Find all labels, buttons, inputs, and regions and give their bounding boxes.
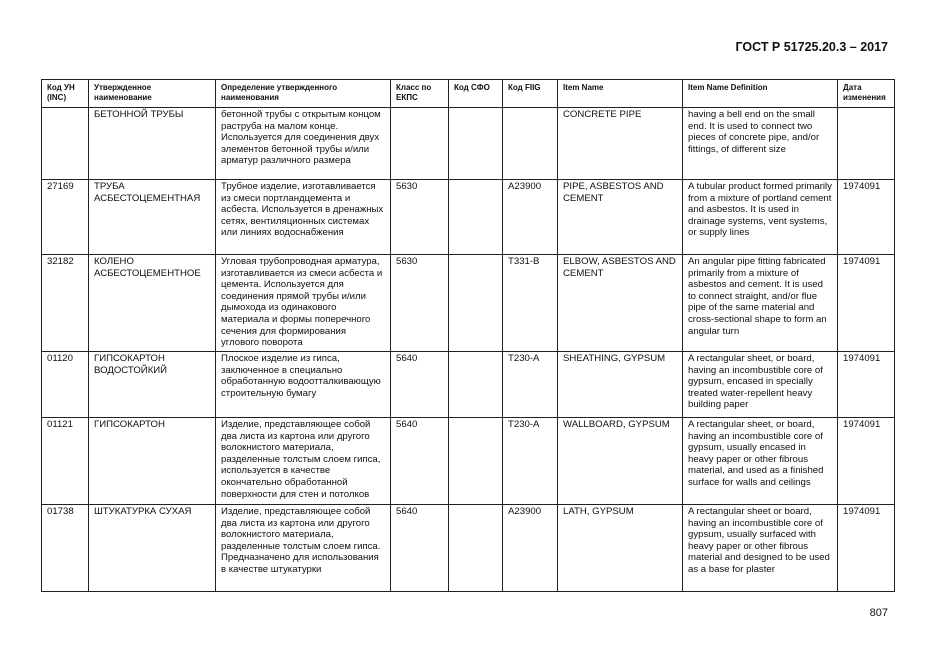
col-header-approved-name: Утвержденное наименование: [89, 80, 216, 108]
cell-approved-name: БЕТОННОЙ ТРУБЫ: [89, 108, 216, 180]
cell-change-date: 1974091: [838, 352, 895, 418]
col-header-ekps-class: Класс по ЕКПС: [391, 80, 449, 108]
cell-definition: Изделие, представляющее собой два листа из картона или другого волокнистого материала, разделенные толстым слоем гипса, используется в качестве окончательно обработанной поверхности для стен и потолков: [216, 418, 391, 505]
nomenclature-table: [41, 79, 895, 592]
cell-definition: бетонной трубы с открытым концом раструба на малом конце. Используется для соединения двух элементов бетонной трубы и/или арматур различного размера: [216, 108, 391, 180]
cell-approved-name: ШТУКАТУРКА СУХАЯ: [89, 505, 216, 592]
cell-item-name: WALLBOARD, GYPSUM: [558, 418, 683, 505]
cell-change-date: 1974091: [838, 255, 895, 352]
col-header-sfo-code: Код СФО: [449, 80, 503, 108]
cell-item-name: PIPE, ASBESTOS AND CEMENT: [558, 180, 683, 255]
cell-item-definition: An angular pipe fitting fabricated primarily from a mixture of asbestos and cement. It is used to connect straight, and/or flue pipe of the same material and cross-sectional shape to form an angular turn: [683, 255, 838, 352]
cell-sfo-code: [449, 255, 503, 352]
cell-item-definition: A rectangular sheet or board, having an incombustible core of gypsum, usually surfaced with heavy paper or other fibrous material and designed to be used as a base for plaster: [683, 505, 838, 592]
cell-item-definition: A rectangular sheet, or board, having an incombustible core of gypsum, usually encased in heavy paper or other fibrous material, and used as a finished surface for walls and ceilings: [683, 418, 838, 505]
cell-ekps-class: 5640: [391, 352, 449, 418]
cell-definition: Трубное изделие, изготавливается из смеси портландцемента и асбеста. Используется в дренажных сетях, вентиляционных системах или линиях водоснабжения: [216, 180, 391, 255]
cell-inc-code: 01738: [42, 505, 89, 592]
cell-ekps-class: [391, 108, 449, 180]
cell-item-name: SHEATHING, GYPSUM: [558, 352, 683, 418]
col-header-fiig-code: Код FIIG: [503, 80, 558, 108]
cell-approved-name: ТРУБА АСБЕСТОЦЕМЕНТНАЯ: [89, 180, 216, 255]
cell-definition: Изделие, представляющее собой два листа из картона или другого волокнистого материала, разделенные толстым слоем гипса. Предназначено для использования в качестве штукатурки: [216, 505, 391, 592]
cell-sfo-code: [449, 505, 503, 592]
table-row: [42, 108, 895, 180]
col-header-inc-code: Код УН (INC): [42, 80, 89, 108]
cell-item-name: LATH, GYPSUM: [558, 505, 683, 592]
cell-fiig-code: T230-A: [503, 418, 558, 505]
cell-item-name: CONCRETE PIPE: [558, 108, 683, 180]
cell-fiig-code: A23900: [503, 180, 558, 255]
col-header-item-name: Item Name: [558, 80, 683, 108]
cell-item-definition: A tubular product formed primarily from a mixture of portland cement and asbestos. It is used in drainage systems, vent systems, or supply lines: [683, 180, 838, 255]
cell-change-date: 1974091: [838, 505, 895, 592]
cell-inc-code: 01120: [42, 352, 89, 418]
cell-change-date: 1974091: [838, 180, 895, 255]
cell-fiig-code: T230-A: [503, 352, 558, 418]
cell-ekps-class: 5640: [391, 418, 449, 505]
cell-inc-code: 01121: [42, 418, 89, 505]
cell-sfo-code: [449, 108, 503, 180]
col-header-item-definition: Item Name Definition: [683, 80, 838, 108]
cell-fiig-code: [503, 108, 558, 180]
cell-inc-code: 32182: [42, 255, 89, 352]
cell-approved-name: ГИПСОКАРТОН: [89, 418, 216, 505]
document-code: ГОСТ Р 51725.20.3 – 2017: [735, 40, 888, 54]
cell-ekps-class: 5630: [391, 255, 449, 352]
table-row: [42, 505, 895, 592]
cell-item-name: ELBOW, ASBESTOS AND CEMENT: [558, 255, 683, 352]
table-row: [42, 352, 895, 418]
cell-ekps-class: 5640: [391, 505, 449, 592]
cell-item-definition: having a bell end on the small end. It is used to connect two pieces of concrete pipe, and/or fittings, of different size: [683, 108, 838, 180]
cell-change-date: [838, 108, 895, 180]
cell-inc-code: [42, 108, 89, 180]
page-number: 807: [869, 607, 888, 619]
cell-ekps-class: 5630: [391, 180, 449, 255]
cell-item-definition: A rectangular sheet, or board, having an incombustible core of gypsum, encased in specially treated water-repellent heavy building paper: [683, 352, 838, 418]
cell-sfo-code: [449, 180, 503, 255]
col-header-change-date: Дата изменения: [838, 80, 895, 108]
table-row: [42, 255, 895, 352]
cell-sfo-code: [449, 352, 503, 418]
cell-fiig-code: T331-B: [503, 255, 558, 352]
cell-approved-name: ГИПСОКАРТОН ВОДОСТОЙКИЙ: [89, 352, 216, 418]
cell-approved-name: КОЛЕНО АСБЕСТОЦЕМЕНТНОЕ: [89, 255, 216, 352]
table-header-row: [42, 80, 895, 108]
cell-inc-code: 27169: [42, 180, 89, 255]
cell-change-date: 1974091: [838, 418, 895, 505]
table-row: [42, 418, 895, 505]
cell-definition: Плоское изделие из гипса, заключенное в специально обработанную водоотталкивающую строительную бумагу: [216, 352, 391, 418]
cell-fiig-code: A23900: [503, 505, 558, 592]
col-header-definition: Определение утвержденного наименования: [216, 80, 391, 108]
cell-definition: Угловая трубопроводная арматура, изготавливается из смеси асбеста и цемента. Используется для соединения прямой трубы и/или дымохода из одинакового материала и формы поперечного сечения для формирования углового поворота: [216, 255, 391, 352]
cell-sfo-code: [449, 418, 503, 505]
table-row: [42, 180, 895, 255]
